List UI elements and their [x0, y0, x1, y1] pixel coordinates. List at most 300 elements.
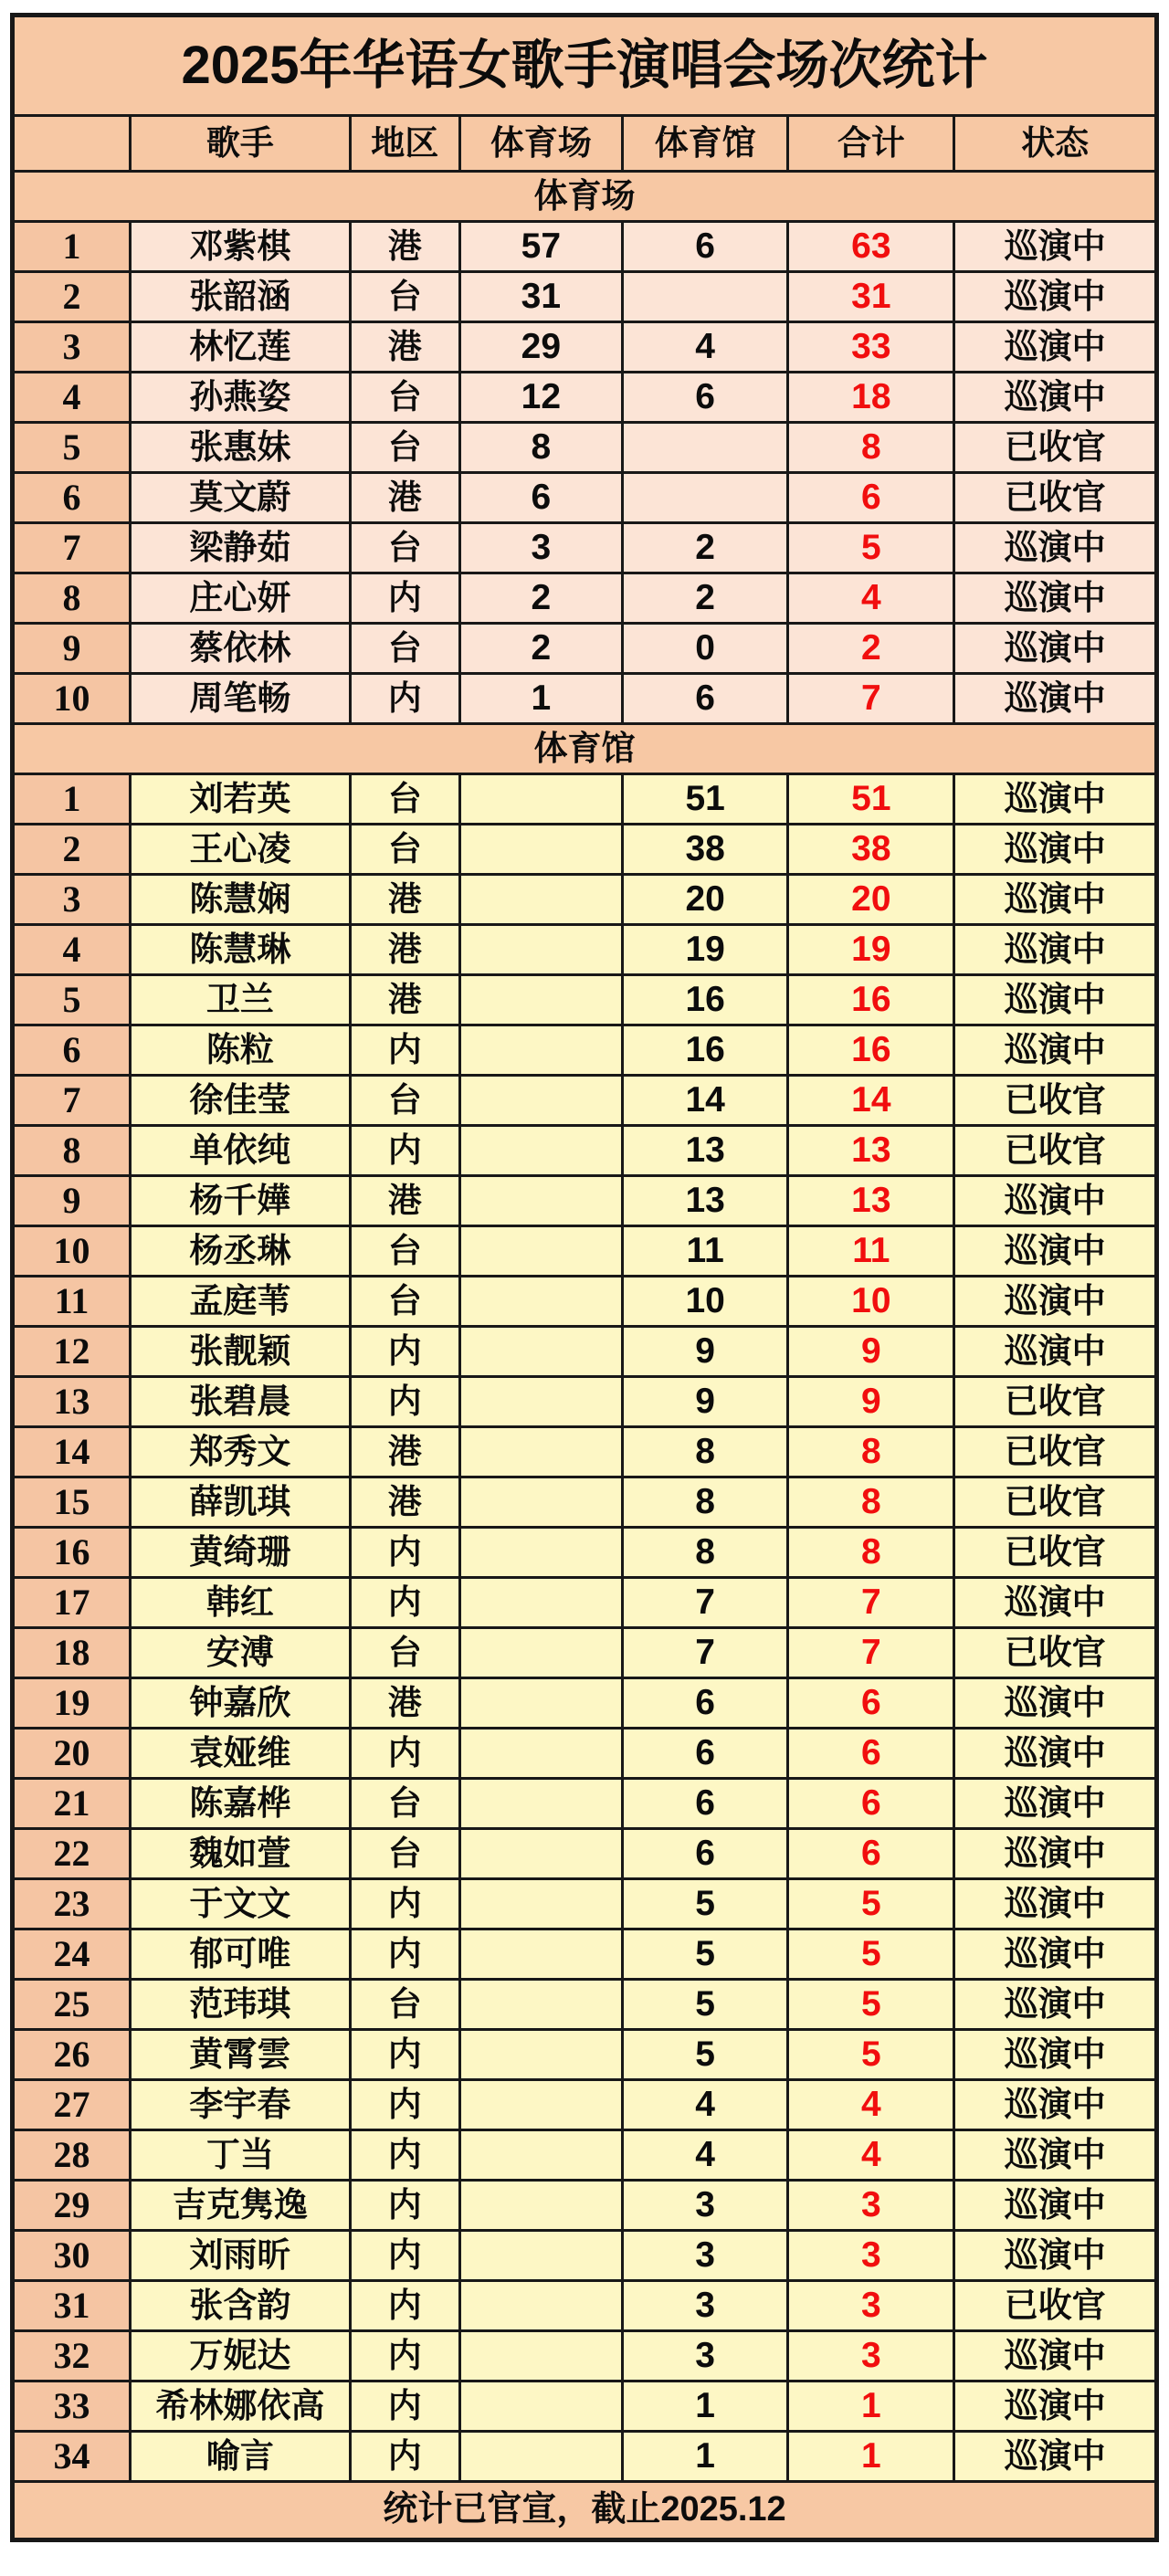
table-row: [13, 2030, 1157, 2080]
table-row: [13, 2281, 1157, 2331]
status-cell: 已收官: [954, 1427, 1157, 1477]
arena-cell: 7: [622, 1578, 788, 1628]
stadium-cell: [459, 1578, 622, 1628]
total-cell: 9: [788, 1327, 954, 1377]
singer-cell: 梁静茹: [131, 523, 351, 573]
arena-cell: [622, 423, 788, 473]
region-cell: 内: [350, 1327, 459, 1377]
total-cell: 6: [788, 473, 954, 523]
arena-cell: 5: [622, 1980, 788, 2030]
row-index: 9: [13, 1176, 131, 1226]
region-cell: 内: [350, 1929, 459, 1980]
singer-cell: 张靓颖: [131, 1327, 351, 1377]
arena-cell: 5: [622, 1879, 788, 1929]
table-row: [13, 1226, 1157, 1277]
table-row: [13, 373, 1157, 423]
total-cell: 13: [788, 1126, 954, 1176]
table-row: [13, 975, 1157, 1025]
status-cell: 已收官: [954, 423, 1157, 473]
status-cell: 巡演中: [954, 674, 1157, 724]
stadium-cell: [459, 875, 622, 925]
region-cell: 港: [350, 1427, 459, 1477]
table-row: [13, 2432, 1157, 2482]
arena-cell: 16: [622, 1025, 788, 1076]
section-title: 体育场: [13, 172, 1157, 222]
stadium-cell: [459, 1226, 622, 1277]
singer-cell: 丁当: [131, 2130, 351, 2181]
singer-cell: 张惠妹: [131, 423, 351, 473]
arena-cell: 8: [622, 1528, 788, 1578]
singer-cell: 邓紫棋: [131, 222, 351, 272]
stadium-cell: [459, 2030, 622, 2080]
row-index: 22: [13, 1829, 131, 1879]
arena-cell: 6: [622, 1829, 788, 1879]
table-row: [13, 1929, 1157, 1980]
table-row: [13, 1076, 1157, 1126]
arena-cell: 51: [622, 774, 788, 825]
region-cell: 台: [350, 523, 459, 573]
singer-cell: 魏如萱: [131, 1829, 351, 1879]
table-row: [13, 1678, 1157, 1729]
row-index: 7: [13, 1076, 131, 1126]
region-cell: 内: [350, 1879, 459, 1929]
region-cell: 港: [350, 222, 459, 272]
column-header-status: 状态: [954, 116, 1157, 172]
table-row: [13, 1277, 1157, 1327]
region-cell: 台: [350, 1628, 459, 1678]
region-cell: 港: [350, 473, 459, 523]
stadium-cell: [459, 925, 622, 975]
row-index: 25: [13, 1980, 131, 2030]
table-row: [13, 1779, 1157, 1829]
total-cell: 6: [788, 1678, 954, 1729]
stadium-cell: 29: [459, 322, 622, 373]
table-row: [13, 1427, 1157, 1477]
arena-cell: 9: [622, 1377, 788, 1427]
status-cell: 巡演中: [954, 774, 1157, 825]
row-index: 5: [13, 423, 131, 473]
section-title: 体育馆: [13, 724, 1157, 774]
table-row: [13, 925, 1157, 975]
arena-cell: 19: [622, 925, 788, 975]
arena-cell: 6: [622, 1678, 788, 1729]
status-cell: 巡演中: [954, 1879, 1157, 1929]
status-cell: 已收官: [954, 1076, 1157, 1126]
arena-cell: 13: [622, 1126, 788, 1176]
row-index: 8: [13, 573, 131, 624]
table-row: [13, 2130, 1157, 2181]
row-index: 6: [13, 473, 131, 523]
stadium-cell: [459, 2381, 622, 2432]
table-row: [13, 2231, 1157, 2281]
region-cell: 港: [350, 925, 459, 975]
arena-cell: 4: [622, 322, 788, 373]
table-row: [13, 674, 1157, 724]
total-cell: 8: [788, 1477, 954, 1528]
stadium-cell: [459, 1377, 622, 1427]
stadium-cell: 3: [459, 523, 622, 573]
total-cell: 63: [788, 222, 954, 272]
region-cell: 内: [350, 2130, 459, 2181]
total-cell: 2: [788, 624, 954, 674]
table-row: [13, 2381, 1157, 2432]
arena-cell: [622, 272, 788, 322]
region-cell: 内: [350, 2432, 459, 2482]
region-cell: 内: [350, 2331, 459, 2381]
arena-cell: 3: [622, 2181, 788, 2231]
arena-cell: 8: [622, 1427, 788, 1477]
table-row: [13, 1829, 1157, 1879]
row-index: 1: [13, 774, 131, 825]
arena-cell: 10: [622, 1277, 788, 1327]
total-cell: 7: [788, 674, 954, 724]
arena-cell: 4: [622, 2130, 788, 2181]
table-row: [13, 473, 1157, 523]
arena-cell: [622, 473, 788, 523]
arena-cell: 3: [622, 2231, 788, 2281]
status-cell: 巡演中: [954, 1829, 1157, 1879]
singer-cell: 于文文: [131, 1879, 351, 1929]
footer-note: 统计已官宣，截止2025.12: [13, 2482, 1157, 2540]
stadium-cell: [459, 1929, 622, 1980]
row-index: 30: [13, 2231, 131, 2281]
region-cell: 内: [350, 674, 459, 724]
region-cell: 内: [350, 2381, 459, 2432]
row-index: 24: [13, 1929, 131, 1980]
total-cell: 5: [788, 1929, 954, 1980]
stadium-cell: [459, 2331, 622, 2381]
arena-cell: 5: [622, 1929, 788, 1980]
arena-cell: 4: [622, 2080, 788, 2130]
arena-cell: 38: [622, 825, 788, 875]
table-row: [13, 1578, 1157, 1628]
total-cell: 3: [788, 2181, 954, 2231]
arena-cell: 1: [622, 2381, 788, 2432]
stadium-cell: [459, 2130, 622, 2181]
table-row: [13, 1126, 1157, 1176]
stadium-cell: [459, 1729, 622, 1779]
row-index: 33: [13, 2381, 131, 2432]
stadium-cell: [459, 1025, 622, 1076]
arena-cell: 2: [622, 573, 788, 624]
total-cell: 6: [788, 1779, 954, 1829]
stadium-cell: [459, 774, 622, 825]
total-cell: 7: [788, 1578, 954, 1628]
region-cell: 内: [350, 1025, 459, 1076]
singer-cell: 喻言: [131, 2432, 351, 2482]
table-row: [13, 1528, 1157, 1578]
status-cell: 巡演中: [954, 1779, 1157, 1829]
total-cell: 5: [788, 1879, 954, 1929]
row-index: 23: [13, 1879, 131, 1929]
region-cell: 港: [350, 875, 459, 925]
status-cell: 巡演中: [954, 573, 1157, 624]
stadium-cell: 1: [459, 674, 622, 724]
status-cell: 巡演中: [954, 1980, 1157, 2030]
table-row: [13, 523, 1157, 573]
status-cell: 巡演中: [954, 825, 1157, 875]
status-cell: 巡演中: [954, 523, 1157, 573]
singer-cell: 刘若英: [131, 774, 351, 825]
singer-cell: 钟嘉欣: [131, 1678, 351, 1729]
total-cell: 6: [788, 1729, 954, 1779]
total-cell: 6: [788, 1829, 954, 1879]
total-cell: 11: [788, 1226, 954, 1277]
row-index: 32: [13, 2331, 131, 2381]
total-cell: 4: [788, 2130, 954, 2181]
singer-cell: 范玮琪: [131, 1980, 351, 2030]
row-index: 12: [13, 1327, 131, 1377]
region-cell: 台: [350, 1076, 459, 1126]
table-row: [13, 222, 1157, 272]
singer-cell: 王心凌: [131, 825, 351, 875]
title-row: [13, 16, 1157, 116]
arena-cell: 5: [622, 2030, 788, 2080]
arena-cell: 16: [622, 975, 788, 1025]
stadium-cell: [459, 1628, 622, 1678]
row-index: 5: [13, 975, 131, 1025]
stadium-cell: 57: [459, 222, 622, 272]
row-index: 29: [13, 2181, 131, 2231]
arena-cell: 20: [622, 875, 788, 925]
total-cell: 33: [788, 322, 954, 373]
total-cell: 3: [788, 2231, 954, 2281]
stadium-cell: [459, 2080, 622, 2130]
concert-stats-table: [10, 13, 1159, 2542]
table-row: [13, 825, 1157, 875]
region-cell: 台: [350, 1829, 459, 1879]
status-cell: 巡演中: [954, 1578, 1157, 1628]
table-row: [13, 875, 1157, 925]
table-row: [13, 1377, 1157, 1427]
total-cell: 3: [788, 2281, 954, 2331]
stadium-cell: [459, 825, 622, 875]
singer-cell: 张碧晨: [131, 1377, 351, 1427]
total-cell: 10: [788, 1277, 954, 1327]
stadium-cell: [459, 1779, 622, 1829]
region-cell: 内: [350, 1528, 459, 1578]
status-cell: 巡演中: [954, 1226, 1157, 1277]
singer-cell: 杨千嬅: [131, 1176, 351, 1226]
row-index: 17: [13, 1578, 131, 1628]
row-index: 3: [13, 875, 131, 925]
total-cell: 8: [788, 423, 954, 473]
arena-cell: 6: [622, 222, 788, 272]
stadium-cell: 8: [459, 423, 622, 473]
region-cell: 内: [350, 2030, 459, 2080]
region-cell: 内: [350, 2281, 459, 2331]
total-cell: 51: [788, 774, 954, 825]
status-cell: 巡演中: [954, 1176, 1157, 1226]
row-index: 26: [13, 2030, 131, 2080]
section-header-row: [13, 172, 1157, 222]
status-cell: 巡演中: [954, 373, 1157, 423]
region-cell: 内: [350, 2231, 459, 2281]
row-index: 3: [13, 322, 131, 373]
row-index: 10: [13, 1226, 131, 1277]
row-index: 34: [13, 2432, 131, 2482]
total-cell: 13: [788, 1176, 954, 1226]
row-index: 1: [13, 222, 131, 272]
stadium-cell: [459, 1327, 622, 1377]
row-index: 13: [13, 1377, 131, 1427]
region-cell: 台: [350, 373, 459, 423]
row-index: 11: [13, 1277, 131, 1327]
table-row: [13, 1628, 1157, 1678]
footer-row: [13, 2482, 1157, 2540]
region-cell: 台: [350, 624, 459, 674]
table-row: [13, 1176, 1157, 1226]
stadium-cell: [459, 1528, 622, 1578]
region-cell: 台: [350, 774, 459, 825]
region-cell: 内: [350, 573, 459, 624]
status-cell: 已收官: [954, 1628, 1157, 1678]
row-index: 2: [13, 825, 131, 875]
table-row: [13, 1879, 1157, 1929]
arena-cell: 0: [622, 624, 788, 674]
region-cell: 港: [350, 1176, 459, 1226]
status-cell: 巡演中: [954, 1025, 1157, 1076]
table-row: [13, 423, 1157, 473]
arena-cell: 2: [622, 523, 788, 573]
status-cell: 已收官: [954, 1377, 1157, 1427]
stats-sheet: [10, 13, 1159, 2542]
stadium-cell: [459, 975, 622, 1025]
singer-cell: 希林娜依高: [131, 2381, 351, 2432]
table-row: [13, 1477, 1157, 1528]
column-header-row: [13, 116, 1157, 172]
table-row: [13, 624, 1157, 674]
table-row: [13, 2181, 1157, 2231]
singer-cell: 李宇春: [131, 2080, 351, 2130]
row-index: 2: [13, 272, 131, 322]
status-cell: 巡演中: [954, 2030, 1157, 2080]
row-index: 10: [13, 674, 131, 724]
column-header-total: 合计: [788, 116, 954, 172]
stadium-cell: [459, 1076, 622, 1126]
stadium-cell: 2: [459, 624, 622, 674]
singer-cell: 杨丞琳: [131, 1226, 351, 1277]
singer-cell: 林忆莲: [131, 322, 351, 373]
row-index: 20: [13, 1729, 131, 1779]
region-cell: 内: [350, 1729, 459, 1779]
region-cell: 台: [350, 1779, 459, 1829]
singer-cell: 孙燕姿: [131, 373, 351, 423]
total-cell: 16: [788, 975, 954, 1025]
total-cell: 14: [788, 1076, 954, 1126]
table-row: [13, 2331, 1157, 2381]
status-cell: 巡演中: [954, 272, 1157, 322]
status-cell: 巡演中: [954, 222, 1157, 272]
singer-cell: 郑秀文: [131, 1427, 351, 1477]
total-cell: 4: [788, 573, 954, 624]
total-cell: 3: [788, 2331, 954, 2381]
status-cell: 巡演中: [954, 2080, 1157, 2130]
row-index: 4: [13, 925, 131, 975]
status-cell: 已收官: [954, 2281, 1157, 2331]
row-index: 7: [13, 523, 131, 573]
singer-cell: 莫文蔚: [131, 473, 351, 523]
stadium-cell: [459, 2181, 622, 2231]
total-cell: 9: [788, 1377, 954, 1427]
singer-cell: 张韶涵: [131, 272, 351, 322]
status-cell: 巡演中: [954, 875, 1157, 925]
stadium-cell: 2: [459, 573, 622, 624]
total-cell: 8: [788, 1427, 954, 1477]
singer-cell: 陈嘉桦: [131, 1779, 351, 1829]
singer-cell: 刘雨昕: [131, 2231, 351, 2281]
total-cell: 38: [788, 825, 954, 875]
stadium-cell: [459, 1477, 622, 1528]
stadium-cell: [459, 2281, 622, 2331]
arena-cell: 6: [622, 674, 788, 724]
arena-cell: 6: [622, 1729, 788, 1779]
stadium-cell: [459, 1980, 622, 2030]
status-cell: 巡演中: [954, 1327, 1157, 1377]
status-cell: 巡演中: [954, 624, 1157, 674]
singer-cell: 安溥: [131, 1628, 351, 1678]
table-row: [13, 774, 1157, 825]
status-cell: 巡演中: [954, 1678, 1157, 1729]
total-cell: 19: [788, 925, 954, 975]
arena-cell: 9: [622, 1327, 788, 1377]
singer-cell: 郁可唯: [131, 1929, 351, 1980]
stadium-cell: [459, 2231, 622, 2281]
row-index: 16: [13, 1528, 131, 1578]
status-cell: 巡演中: [954, 1277, 1157, 1327]
region-cell: 台: [350, 1980, 459, 2030]
singer-cell: 黄绮珊: [131, 1528, 351, 1578]
arena-cell: 8: [622, 1477, 788, 1528]
region-cell: 内: [350, 1578, 459, 1628]
stadium-cell: [459, 1427, 622, 1477]
total-cell: 5: [788, 2030, 954, 2080]
status-cell: 巡演中: [954, 1929, 1157, 1980]
row-index: 21: [13, 1779, 131, 1829]
column-header-region: 地区: [350, 116, 459, 172]
row-index: 31: [13, 2281, 131, 2331]
total-cell: 8: [788, 1528, 954, 1578]
row-index: 27: [13, 2080, 131, 2130]
region-cell: 内: [350, 2080, 459, 2130]
total-cell: 18: [788, 373, 954, 423]
singer-cell: 卫兰: [131, 975, 351, 1025]
singer-cell: 孟庭苇: [131, 1277, 351, 1327]
region-cell: 台: [350, 1226, 459, 1277]
singer-cell: 吉克隽逸: [131, 2181, 351, 2231]
status-cell: 巡演中: [954, 925, 1157, 975]
stadium-cell: [459, 1126, 622, 1176]
arena-cell: 14: [622, 1076, 788, 1126]
row-index: 18: [13, 1628, 131, 1678]
total-cell: 31: [788, 272, 954, 322]
stadium-cell: [459, 1879, 622, 1929]
status-cell: 已收官: [954, 1126, 1157, 1176]
table-row: [13, 1327, 1157, 1377]
column-header-arena: 体育馆: [622, 116, 788, 172]
column-header-blank: [13, 116, 131, 172]
singer-cell: 单依纯: [131, 1126, 351, 1176]
singer-cell: 徐佳莹: [131, 1076, 351, 1126]
total-cell: 16: [788, 1025, 954, 1076]
table-row: [13, 322, 1157, 373]
status-cell: 巡演中: [954, 322, 1157, 373]
row-index: 14: [13, 1427, 131, 1477]
stadium-cell: 6: [459, 473, 622, 523]
table-row: [13, 1025, 1157, 1076]
region-cell: 台: [350, 1277, 459, 1327]
region-cell: 港: [350, 1477, 459, 1528]
